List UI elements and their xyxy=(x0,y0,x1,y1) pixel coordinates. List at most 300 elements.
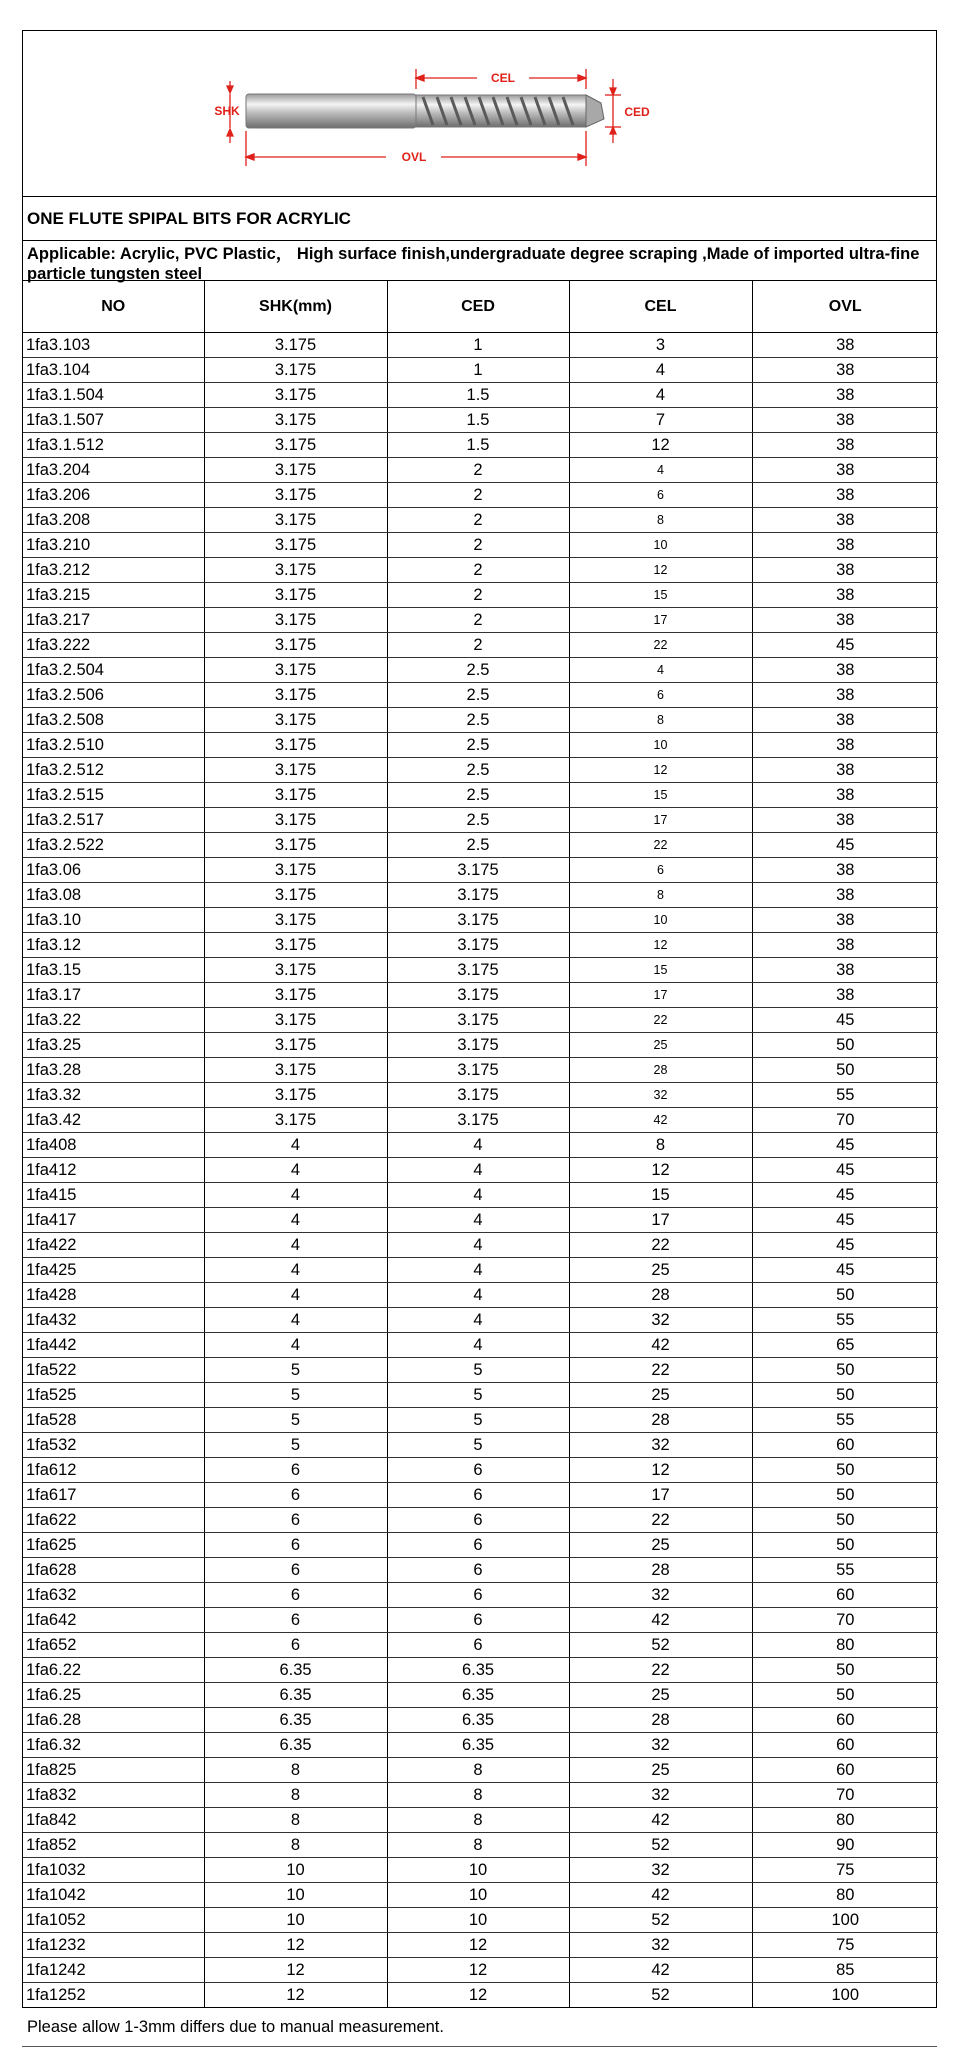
cell-ovl: 45 xyxy=(752,1158,938,1183)
cell-ced: 2.5 xyxy=(387,733,569,758)
table-row xyxy=(23,1858,938,1883)
table-row xyxy=(23,1908,938,1933)
cell-cel: 25 xyxy=(569,1383,752,1408)
cell-ovl: 70 xyxy=(752,1783,938,1808)
cell-ovl: 38 xyxy=(752,733,938,758)
cell-cel: 15 xyxy=(569,783,752,808)
cell-ced: 12 xyxy=(387,1983,569,2008)
cell-shk: 6 xyxy=(204,1508,387,1533)
cell-ced: 8 xyxy=(387,1808,569,1833)
cell-shk: 4 xyxy=(204,1133,387,1158)
cell-no: 1fa417 xyxy=(23,1208,204,1233)
cell-no: 1fa3.22 xyxy=(23,1008,204,1033)
table-row xyxy=(23,1733,938,1758)
table-row xyxy=(23,783,938,808)
cell-no: 1fa625 xyxy=(23,1533,204,1558)
cell-ced: 5 xyxy=(387,1358,569,1383)
cell-no: 1fa3.222 xyxy=(23,633,204,658)
cell-ced: 5 xyxy=(387,1408,569,1433)
cell-cel: 28 xyxy=(569,1058,752,1083)
cell-ovl: 38 xyxy=(752,458,938,483)
table-row xyxy=(23,583,938,608)
cell-cel: 42 xyxy=(569,1958,752,1983)
cell-no: 1fa6.28 xyxy=(23,1708,204,1733)
cell-ced: 2 xyxy=(387,483,569,508)
applicable-description: Applicable: Acrylic, PVC Plastic， High surface finish,undergraduate degree scraping ,Made of imported ultra-fine particle tungsten steel xyxy=(23,241,936,281)
table-row xyxy=(23,983,938,1008)
cell-ovl: 75 xyxy=(752,1933,938,1958)
cell-cel: 25 xyxy=(569,1258,752,1283)
cell-no: 1fa525 xyxy=(23,1383,204,1408)
cell-cel: 12 xyxy=(569,933,752,958)
cell-shk: 12 xyxy=(204,1933,387,1958)
table-row xyxy=(23,1158,938,1183)
table-row xyxy=(23,1608,938,1633)
cell-ovl: 100 xyxy=(752,1908,938,1933)
cell-shk: 4 xyxy=(204,1233,387,1258)
cell-no: 1fa642 xyxy=(23,1608,204,1633)
cell-no: 1fa442 xyxy=(23,1333,204,1358)
cell-cel: 32 xyxy=(569,1083,752,1108)
cell-no: 1fa3.17 xyxy=(23,983,204,1008)
cell-ced: 2.5 xyxy=(387,683,569,708)
cell-ovl: 80 xyxy=(752,1883,938,1908)
cell-cel: 22 xyxy=(569,1358,752,1383)
cell-shk: 3.175 xyxy=(204,408,387,433)
cell-shk: 3.175 xyxy=(204,583,387,608)
cell-ovl: 50 xyxy=(752,1458,938,1483)
cell-ced: 8 xyxy=(387,1833,569,1858)
cell-ced: 1 xyxy=(387,333,569,358)
cell-cel: 25 xyxy=(569,1033,752,1058)
cell-no: 1fa652 xyxy=(23,1633,204,1658)
cell-ovl: 45 xyxy=(752,1008,938,1033)
table-row xyxy=(23,408,938,433)
bit-dimension-diagram xyxy=(23,31,936,197)
cell-shk: 6.35 xyxy=(204,1683,387,1708)
cell-ovl: 85 xyxy=(752,1958,938,1983)
table-row xyxy=(23,1808,938,1833)
cell-cel: 25 xyxy=(569,1533,752,1558)
cell-cel: 22 xyxy=(569,1008,752,1033)
table-row xyxy=(23,1358,938,1383)
cell-cel: 42 xyxy=(569,1883,752,1908)
table-row xyxy=(23,658,938,683)
cell-no: 1fa3.215 xyxy=(23,583,204,608)
header-cel: CEL xyxy=(569,281,752,333)
cell-ovl: 45 xyxy=(752,1258,938,1283)
cell-ovl: 65 xyxy=(752,1333,938,1358)
table-row xyxy=(23,383,938,408)
cell-shk: 3.175 xyxy=(204,558,387,583)
table-title: ONE FLUTE SPIPAL BITS FOR ACRYLIC xyxy=(23,197,936,241)
cell-no: 1fa1052 xyxy=(23,1908,204,1933)
cell-cel: 28 xyxy=(569,1558,752,1583)
cell-cel: 25 xyxy=(569,1758,752,1783)
cell-shk: 3.175 xyxy=(204,633,387,658)
table-row xyxy=(23,1208,938,1233)
cell-no: 1fa6.25 xyxy=(23,1683,204,1708)
cell-shk: 6 xyxy=(204,1583,387,1608)
table-row xyxy=(23,683,938,708)
cell-no: 1fa422 xyxy=(23,1233,204,1258)
table-row xyxy=(23,608,938,633)
cell-ovl: 38 xyxy=(752,358,938,383)
cell-ovl: 60 xyxy=(752,1733,938,1758)
table-row xyxy=(23,1983,938,2008)
shk-label: SHK xyxy=(214,104,240,118)
cell-no: 1fa412 xyxy=(23,1158,204,1183)
cell-ced: 2.5 xyxy=(387,808,569,833)
table-row xyxy=(23,1108,938,1133)
cell-no: 1fa617 xyxy=(23,1483,204,1508)
cell-ovl: 60 xyxy=(752,1758,938,1783)
table-row xyxy=(23,733,938,758)
cell-cel: 3 xyxy=(569,333,752,358)
cell-no: 1fa3.210 xyxy=(23,533,204,558)
cell-ced: 8 xyxy=(387,1783,569,1808)
cell-shk: 10 xyxy=(204,1908,387,1933)
table-row xyxy=(23,908,938,933)
cell-shk: 3.175 xyxy=(204,683,387,708)
cell-ced: 4 xyxy=(387,1158,569,1183)
table-row xyxy=(23,1558,938,1583)
table-row xyxy=(23,1408,938,1433)
table-row xyxy=(23,1283,938,1308)
cell-cel: 32 xyxy=(569,1733,752,1758)
table-row xyxy=(23,1058,938,1083)
cell-shk: 4 xyxy=(204,1183,387,1208)
cell-shk: 6 xyxy=(204,1633,387,1658)
cell-shk: 3.175 xyxy=(204,433,387,458)
cell-shk: 3.175 xyxy=(204,508,387,533)
cell-ovl: 38 xyxy=(752,608,938,633)
cell-shk: 5 xyxy=(204,1358,387,1383)
cell-shk: 3.175 xyxy=(204,833,387,858)
cell-no: 1fa3.204 xyxy=(23,458,204,483)
cell-cel: 22 xyxy=(569,833,752,858)
cell-no: 1fa3.103 xyxy=(23,333,204,358)
cell-ced: 6 xyxy=(387,1508,569,1533)
cell-ced: 2 xyxy=(387,558,569,583)
cell-ced: 6 xyxy=(387,1608,569,1633)
table-row xyxy=(23,883,938,908)
table-row xyxy=(23,1233,938,1258)
cell-shk: 6.35 xyxy=(204,1733,387,1758)
cell-ced: 3.175 xyxy=(387,983,569,1008)
cell-ced: 5 xyxy=(387,1433,569,1458)
cell-shk: 6 xyxy=(204,1608,387,1633)
cell-ced: 2.5 xyxy=(387,758,569,783)
table-row xyxy=(23,1383,938,1408)
cell-no: 1fa6.22 xyxy=(23,1658,204,1683)
cell-shk: 3.175 xyxy=(204,333,387,358)
cell-ced: 12 xyxy=(387,1933,569,1958)
cell-ovl: 38 xyxy=(752,758,938,783)
cell-ced: 2 xyxy=(387,533,569,558)
cell-ced: 3.175 xyxy=(387,1083,569,1108)
cell-ced: 4 xyxy=(387,1183,569,1208)
cell-cel: 8 xyxy=(569,883,752,908)
cell-ced: 4 xyxy=(387,1233,569,1258)
cell-shk: 10 xyxy=(204,1883,387,1908)
cell-shk: 4 xyxy=(204,1308,387,1333)
cell-ced: 3.175 xyxy=(387,908,569,933)
cell-ovl: 80 xyxy=(752,1633,938,1658)
cell-ovl: 38 xyxy=(752,333,938,358)
cell-shk: 6 xyxy=(204,1558,387,1583)
cell-no: 1fa425 xyxy=(23,1258,204,1283)
table-row xyxy=(23,808,938,833)
cell-no: 1fa3.10 xyxy=(23,908,204,933)
cell-shk: 3.175 xyxy=(204,708,387,733)
cell-no: 1fa825 xyxy=(23,1758,204,1783)
cell-no: 1fa3.2.522 xyxy=(23,833,204,858)
table-row xyxy=(23,358,938,383)
cell-shk: 3.175 xyxy=(204,1033,387,1058)
table-row xyxy=(23,1583,938,1608)
cell-shk: 3.175 xyxy=(204,908,387,933)
table-row xyxy=(23,1708,938,1733)
cell-cel: 4 xyxy=(569,358,752,383)
header-ced: CED xyxy=(387,281,569,333)
cell-ced: 3.175 xyxy=(387,958,569,983)
cell-ced: 3.175 xyxy=(387,1108,569,1133)
cell-cel: 22 xyxy=(569,1508,752,1533)
cell-no: 1fa852 xyxy=(23,1833,204,1858)
cell-no: 1fa612 xyxy=(23,1458,204,1483)
cell-no: 1fa3.208 xyxy=(23,508,204,533)
cell-ced: 2 xyxy=(387,583,569,608)
cell-ovl: 55 xyxy=(752,1083,938,1108)
cell-ovl: 100 xyxy=(831,1986,860,2004)
cell-shk: 3.175 xyxy=(204,358,387,383)
cell-ced: 6 xyxy=(387,1558,569,1583)
cell-ced: 4 xyxy=(387,1133,569,1158)
cell-ced: 6.35 xyxy=(387,1708,569,1733)
cell-ovl: 38 xyxy=(752,533,938,558)
ced-label: CED xyxy=(624,105,650,119)
cell-no: 1fa532 xyxy=(23,1433,204,1458)
cell-ced: 4 xyxy=(387,1283,569,1308)
table-row xyxy=(23,483,938,508)
cell-no: 1fa3.206 xyxy=(23,483,204,508)
cell-ced: 6 xyxy=(387,1633,569,1658)
cell-cel: 6 xyxy=(569,483,752,508)
cell-shk: 3.175 xyxy=(204,983,387,1008)
cell-shk: 3.175 xyxy=(204,383,387,408)
cell-ovl: 38 xyxy=(752,383,938,408)
table-row xyxy=(23,1333,938,1358)
cell-cel: 22 xyxy=(569,1658,752,1683)
table-row xyxy=(23,433,938,458)
cell-shk: 4 xyxy=(204,1333,387,1358)
cell-shk: 6.35 xyxy=(204,1658,387,1683)
table-row xyxy=(23,1458,938,1483)
cell-ovl: 38 xyxy=(752,883,938,908)
cell-cel: 7 xyxy=(569,408,752,433)
cell-no: 1fa832 xyxy=(23,1783,204,1808)
cell-cel: 32 xyxy=(569,1783,752,1808)
cell-no: 1fa842 xyxy=(23,1808,204,1833)
table-row xyxy=(23,1933,938,1958)
cell-ovl: 38 xyxy=(752,933,938,958)
cell-shk: 5 xyxy=(204,1408,387,1433)
ovl-label: OVL xyxy=(401,150,427,164)
cell-ced: 10 xyxy=(387,1883,569,1908)
cell-ovl: 50 xyxy=(752,1283,938,1308)
cell-ced: 1.5 xyxy=(387,433,569,458)
cell-shk: 10 xyxy=(204,1858,387,1883)
cell-ovl: 45 xyxy=(752,1133,938,1158)
cell-cel: 32 xyxy=(569,1308,752,1333)
cell-shk: 6.35 xyxy=(204,1708,387,1733)
cell-no: 1fa3.42 xyxy=(23,1108,204,1133)
cell-cel: 42 xyxy=(569,1333,752,1358)
cell-cel: 12 xyxy=(569,433,752,458)
cell-shk: 3.175 xyxy=(204,608,387,633)
table-row xyxy=(23,458,938,483)
cell-no: 1fa408 xyxy=(23,1133,204,1158)
cell-cel: 6 xyxy=(569,858,752,883)
table-row xyxy=(23,858,938,883)
cell-no: 1fa3.1.512 xyxy=(23,433,204,458)
cell-cel: 52 xyxy=(569,1908,752,1933)
cell-ovl: 38 xyxy=(752,708,938,733)
cell-cel: 42 xyxy=(569,1808,752,1833)
cell-ovl: 50 xyxy=(752,1058,938,1083)
cell-ced: 6 xyxy=(387,1458,569,1483)
cell-cel: 28 xyxy=(569,1708,752,1733)
cell-ovl: 50 xyxy=(752,1533,938,1558)
cell-ced: 1.5 xyxy=(387,383,569,408)
cell-cel: 8 xyxy=(569,708,752,733)
cell-shk: 3.175 xyxy=(204,1008,387,1033)
cell-ced: 6 xyxy=(387,1533,569,1558)
cell-no: 1fa1232 xyxy=(23,1933,204,1958)
cell-cel: 22 xyxy=(569,1233,752,1258)
cell-cel: 12 xyxy=(569,1158,752,1183)
cell-ced: 2.5 xyxy=(387,708,569,733)
cell-ced: 4 xyxy=(387,1258,569,1283)
cell-shk: 3.175 xyxy=(204,458,387,483)
cell-cel: 15 xyxy=(569,1183,752,1208)
cell-cel: 28 xyxy=(569,1283,752,1308)
cell-ced: 3.175 xyxy=(387,1033,569,1058)
cell-ovl: 75 xyxy=(752,1858,938,1883)
cell-ovl: 55 xyxy=(752,1308,938,1333)
cell-ced: 3.175 xyxy=(387,1008,569,1033)
cell-ovl: 80 xyxy=(752,1808,938,1833)
cell-ovl: 50 xyxy=(752,1483,938,1508)
cell-shk: 3.175 xyxy=(204,1108,387,1133)
cell-no: 1fa3.212 xyxy=(23,558,204,583)
cell-shk: 4 xyxy=(204,1258,387,1283)
cell-ovl: 38 xyxy=(752,558,938,583)
spec-sheet xyxy=(22,30,937,2008)
cell-cel: 17 xyxy=(569,983,752,1008)
cell-ovl: 45 xyxy=(752,833,938,858)
cell-ced: 2 xyxy=(387,633,569,658)
table-row xyxy=(23,1833,938,1858)
cell-cel: 17 xyxy=(569,1208,752,1233)
cell-shk: 8 xyxy=(204,1833,387,1858)
cell-ovl: 55 xyxy=(752,1408,938,1433)
shank-body xyxy=(246,94,416,128)
cell-shk: 8 xyxy=(204,1808,387,1833)
table-row xyxy=(23,1258,938,1283)
cell-no: 1fa1042 xyxy=(23,1883,204,1908)
cell-no: 1fa3.2.512 xyxy=(23,758,204,783)
cell-shk: 3.175 xyxy=(204,1083,387,1108)
cell-no: 1fa3.2.515 xyxy=(23,783,204,808)
cell-no: 1fa622 xyxy=(23,1508,204,1533)
cell-ced: 4 xyxy=(387,1208,569,1233)
cell-no: 1fa428 xyxy=(23,1283,204,1308)
table-row xyxy=(23,1508,938,1533)
cell-shk: 3.175 xyxy=(204,933,387,958)
cell-cel: 22 xyxy=(569,633,752,658)
cell-ced: 2.5 xyxy=(387,783,569,808)
cell-no: 1fa3.2.504 xyxy=(23,658,204,683)
cell-no: 1fa632 xyxy=(23,1583,204,1608)
cell-ovl: 38 xyxy=(752,408,938,433)
table-row xyxy=(23,1683,938,1708)
cell-cel: 52 xyxy=(569,1633,752,1658)
cell-ovl: 38 xyxy=(752,808,938,833)
header-row xyxy=(23,281,938,333)
cell-no: 1fa3.2.517 xyxy=(23,808,204,833)
table-row xyxy=(23,1008,938,1033)
cell-shk: 5 xyxy=(204,1383,387,1408)
cell-ced: 2.5 xyxy=(387,658,569,683)
cell-ced: 2 xyxy=(387,458,569,483)
cell-shk: 3.175 xyxy=(204,758,387,783)
cell-ced: 10 xyxy=(387,1858,569,1883)
cell-shk: 4 xyxy=(204,1283,387,1308)
cell-cel: 42 xyxy=(569,1608,752,1633)
cell-cel: 32 xyxy=(569,1858,752,1883)
cell-ovl: 38 xyxy=(752,958,938,983)
cell-no: 1fa3.2.508 xyxy=(23,708,204,733)
cell-ovl: 55 xyxy=(752,1558,938,1583)
cell-no: 1fa3.28 xyxy=(23,1058,204,1083)
cell-ovl: 90 xyxy=(752,1833,938,1858)
cell-shk: 8 xyxy=(204,1783,387,1808)
cell-cel: 42 xyxy=(569,1108,752,1133)
measurement-note: Please allow 1-3mm differs due to manual measurement. xyxy=(27,2018,444,2036)
cell-cel: 12 xyxy=(569,1458,752,1483)
cell-shk: 6 xyxy=(204,1483,387,1508)
cell-ovl: 50 xyxy=(752,1658,938,1683)
cell-cel: 25 xyxy=(569,1683,752,1708)
cell-cel: 6 xyxy=(569,683,752,708)
cell-ced: 3.175 xyxy=(387,1058,569,1083)
cell-cel: 8 xyxy=(569,508,752,533)
cell-shk: 5 xyxy=(204,1433,387,1458)
cell-shk: 8 xyxy=(204,1758,387,1783)
cell-ovl: 60 xyxy=(752,1708,938,1733)
cell-ced: 6 xyxy=(387,1483,569,1508)
cell-shk: 6 xyxy=(204,1458,387,1483)
cell-ced: 6 xyxy=(387,1583,569,1608)
cell-no: 1fa1242 xyxy=(23,1958,204,1983)
cell-ovl: 60 xyxy=(752,1583,938,1608)
cell-cel: 15 xyxy=(569,583,752,608)
cell-no: 1fa3.25 xyxy=(23,1033,204,1058)
cell-ced: 6.35 xyxy=(387,1683,569,1708)
cell-ced: 10 xyxy=(387,1908,569,1933)
